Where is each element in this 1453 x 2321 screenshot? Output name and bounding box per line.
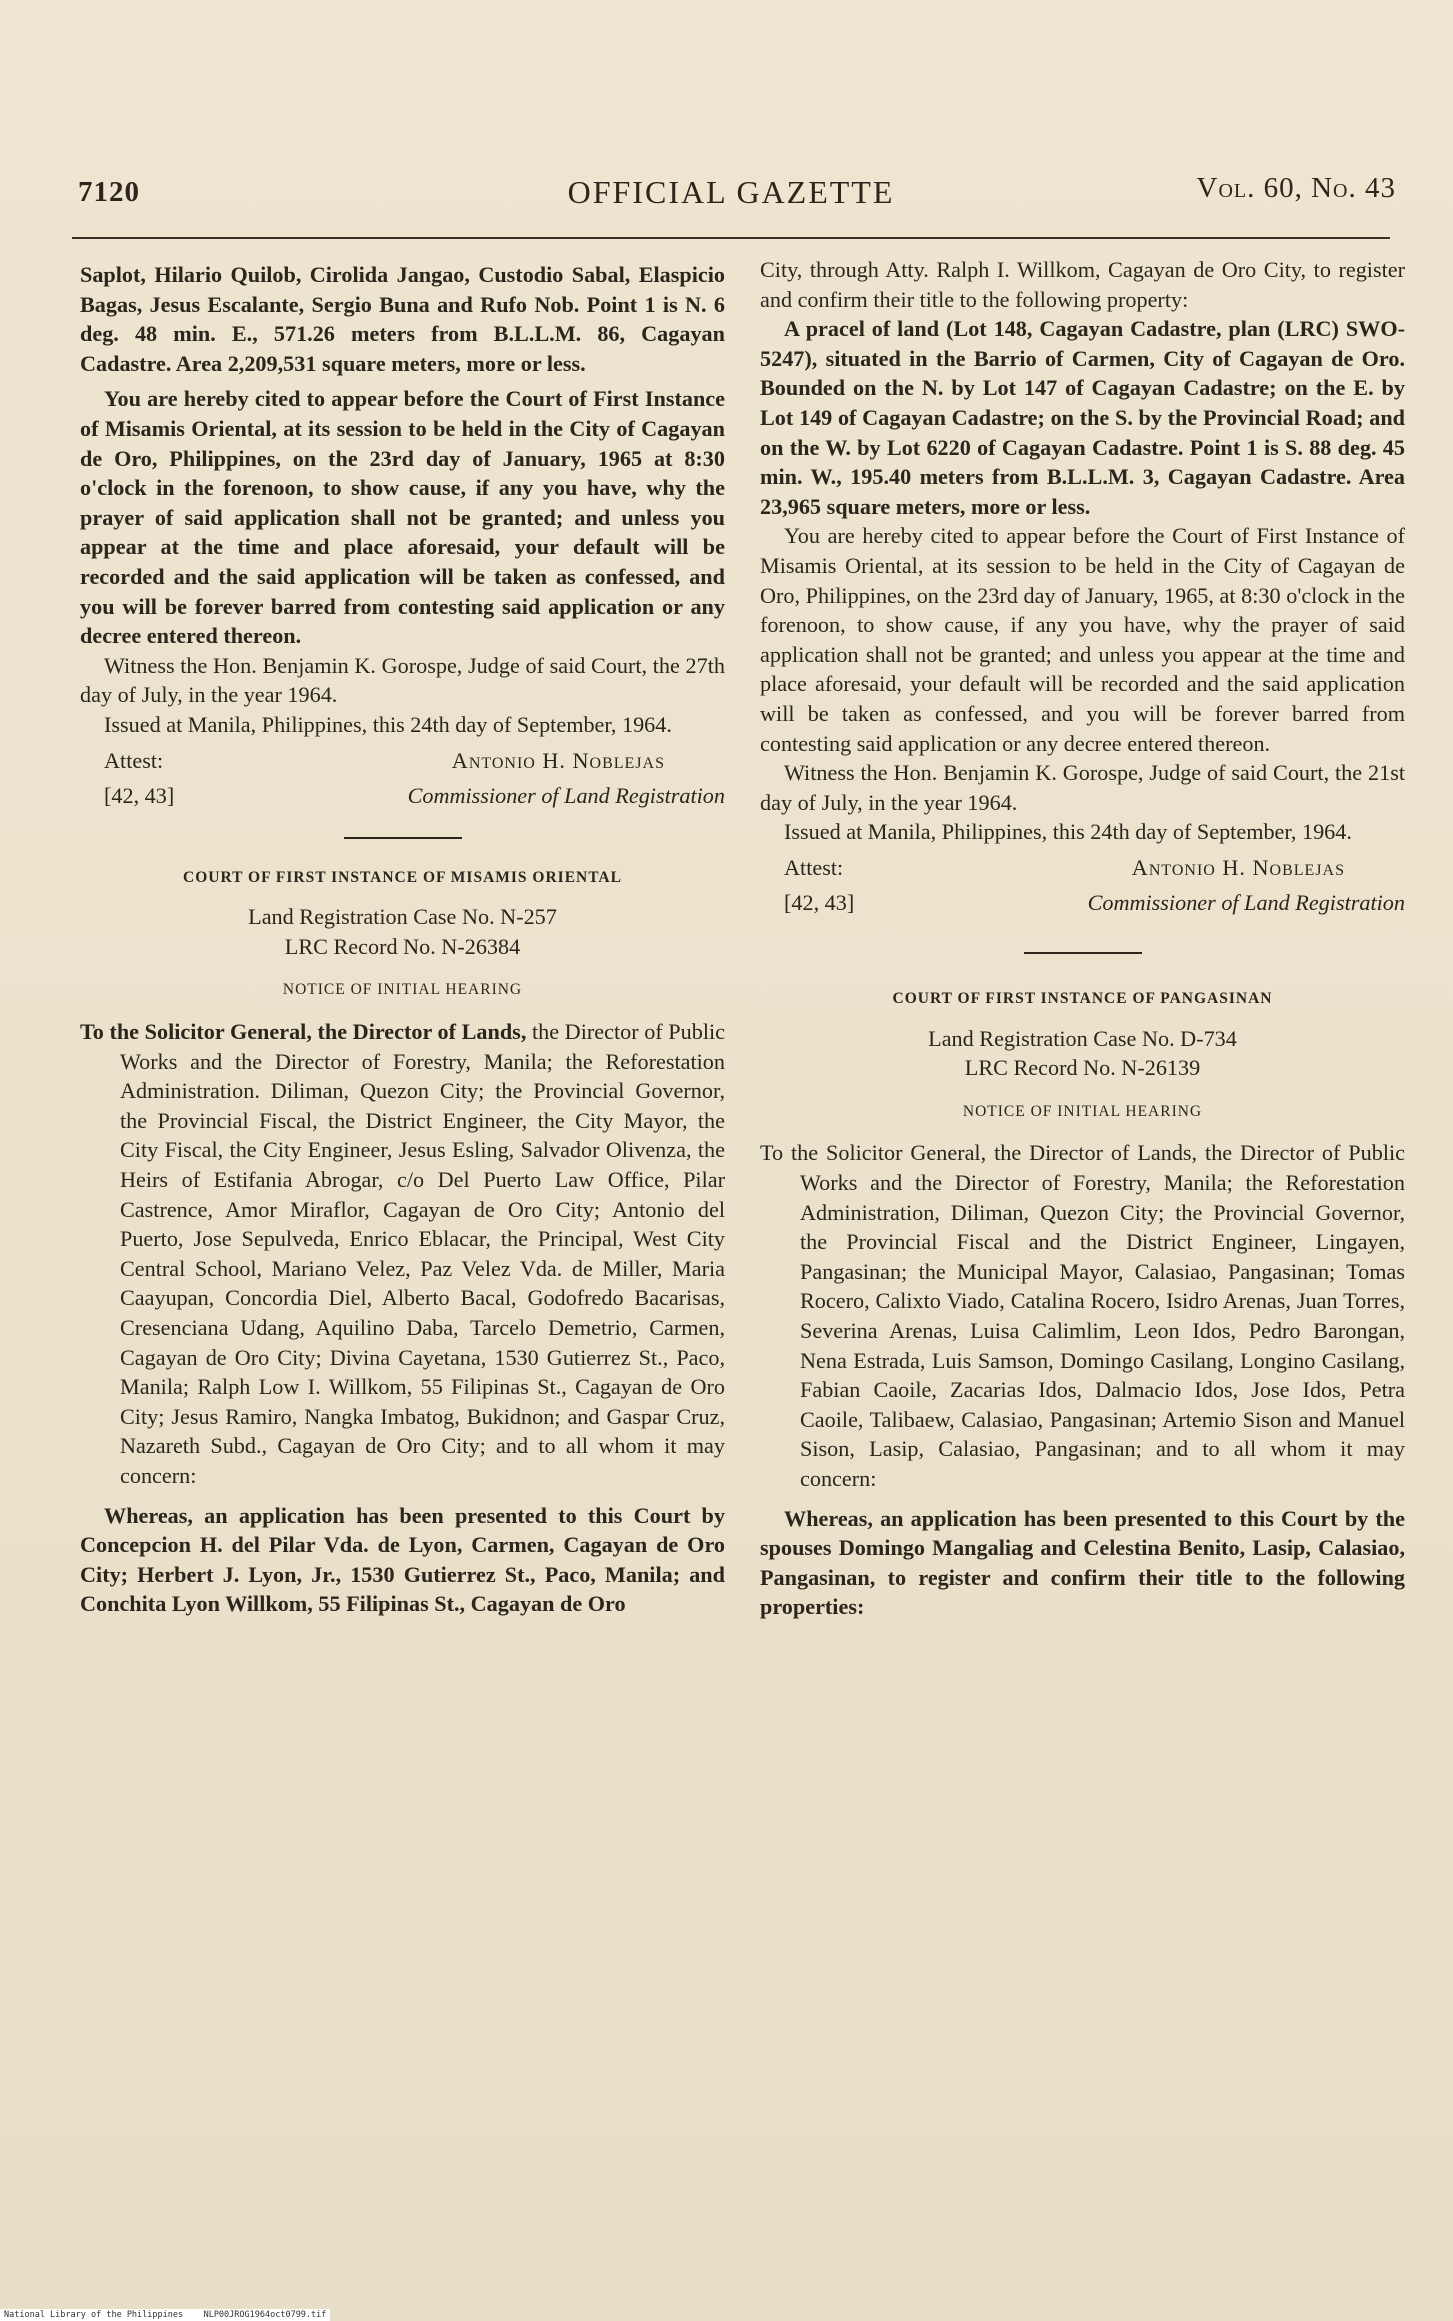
right-cited-paragraph: You are hereby cited to appear before the Court of First Instance of Misamis Oriental, at its session to be held in the City of Cagayan de Oro, Philippines, on the 23rd day of January, 1965, at 8:30 o'clock in the forenoon, to show cause, if any you have, why the prayer of said application shall not be granted; and unless you appear at the time and place aforesaid, your default will be recorded and the said application will be taken as confessed, and you will be forever barred from contesting said application or any decree entered thereon. [760,523,1405,756]
header-rule [72,237,1390,239]
scan-source-footer: National Library of the Philippines NLP00JROG1964oct0799.tif [0,2309,330,2321]
left-witness-paragraph: Witness the Hon. Benjamin K. Gorospe, Judge of said Court, the 27th day of July, in the year 1964. [80,652,725,708]
right-record-number: LRC Record No. N-26139 [964,1055,1201,1081]
right-parcel-paragraph: A pracel of land (Lot 148, Cagayan Cadastre, plan (LRC) SWO-5247), situated in the Barrio of Carmen, City of Cagayan de Oro. Bounded on the N. by Lot 147 of Cagayan Cadastre; on the E. by Lot 149 of Cagayan Cadastre; on the S. by the Provincial Road; and on the W. by Lot 6220 of Cagayan Cadastre. Point 1 is S. 88 deg. 45 min. W., 195.40 meters from B.L.L.M. 3, Cagayan Cadastre. Area 23,965 square meters, more or less. [760,316,1405,519]
right-attest-role-line [760,888,1405,918]
left-attest-role-line [80,781,725,811]
left-column [80,260,725,1619]
left-attest-role: Commissioner of Land Registration [407,783,725,809]
left-continuation: Saplot, Hilario Quilob, Cirolida Jangao, Custodio Sabal, Elaspicio Bagas, Jesus Escalante, Sergio Buna and Rufo Nob. Point 1 is N. 6 deg. 48 min. E., 571.26 meters from B.L.L.M. 86, Cagayan Cadastre. Area 2,209,531 square meters, more or less. [80,262,725,376]
right-addressees: To the Solicitor General, the Director of Lands, the Director of Public Works and the Director of Forestry, Manila; the Reforestation Administration, Diliman, Quezon City; the Provincial Governor, the Provincial Fiscal and the District Engineer, Lingayen, Pangasinan; the Municipal Mayor, Calasiao, Pangasinan; Tomas Rocero, Calixto Viado, Catalina Rocero, Isidro Arenas, Juan Torres, Severina Arenas, Luisa Calimlim, Leon Idos, Pedro Barongan, Nena Estrada, Luis Samson, Domingo Casilang, Longino Casilang, Fabian Caoile, Zacarias Idos, Dalmacio Idos, Jose Idos, Petra Caoile, Talibaew, Calasiao, Pangasinan; Artemio Sison and Manuel Sison, Lasip, Calasiao, Pangasinan; and to all whom it may concern: [760,1140,1405,1491]
right-attest-ref: [42, 43] [784,890,855,916]
page-header [66,168,1396,218]
left-record-number: LRC Record No. N-26384 [284,933,521,959]
right-whereas-paragraph: Whereas, an application has been presented to this Court by the spouses Domingo Mangaliag and Celestina Benito, Lasip, Calasiao, Pangasinan, to register and confirm their title to the following properties: [760,1505,1405,1620]
left-notice-heading: NOTICE OF INITIAL HEARING [282,981,523,999]
right-court-heading: COURT OF FIRST INSTANCE OF PANGASINAN [892,990,1273,1008]
left-attest-line [80,746,725,776]
left-separator [344,837,462,839]
left-addressees-lead: To the Solicitor General, the Director of Lands, [80,1019,527,1045]
right-separator [1024,952,1142,954]
right-notice-heading: NOTICE OF INITIAL HEARING [962,1102,1203,1120]
right-attest-name: Antonio H. Noblejas [1131,854,1345,880]
right-continuation: City, through Atty. Ralph I. Willkom, Cagayan de Oro City, to register and confirm their title to the following property: [760,257,1405,312]
left-cited-paragraph: You are hereby cited to appear before the Court of First Instance of Misamis Oriental, at its session to be held in the City of Cagayan de Oro, Philippines, on the 23rd day of January, 1965 at 8:30 o'clock in the forenoon, to show cause, if any you have, why the prayer of said application shall not be granted; and unless you appear at the time and place aforesaid, your default will be recorded and the said application will be taken as confessed, and you will be forever barred from contesting said application or any decree entered thereon. [80,386,725,649]
left-case-number: Land Registration Case No. N-257 [248,904,557,930]
right-witness-paragraph: Witness the Hon. Benjamin K. Gorospe, Judge of said Court, the 21st day of July, in the year 1964. [760,760,1405,815]
right-case-number: Land Registration Case No. D-734 [928,1025,1237,1051]
right-column [760,255,1405,1622]
left-addressees [80,1017,725,1491]
volume-number: Vol. 60, No. 43 [1196,172,1396,204]
page-number: 7120 [78,176,140,208]
publication-title: OFFICIAL GAZETTE [567,174,895,210]
left-attest-label: Attest: [104,747,164,773]
left-addressees-rest: the Director of Public Works and the Director of Forestry, Manila; the Reforestation Administration. Diliman, Quezon City; the Provincial Governor, the Provincial Fiscal, the District Engineer, the City Mayor, the City Fiscal, the City Engineer, Jesus Esling, Salvador Olivenza, the Heirs of Estifania Abrogar, c/o Del Puerto Law Office, Pilar Castrence, Amor Miraflor, Cagayan de Oro City; Antonio del Puerto, Jose Sepulveda, Enrico Eblacar, the Principal, West City Central School, Mariano Velez, Paz Velez Vda. de Miller, Maria Caayupan, Concordia Diel, Alberto Bacal, Godofredo Bacarisas, Cresenciana Udang, Aquilino Daba, Tarcelo Demetrio, Carmen, Cagayan de Oro City; Divina Cayetana, 1530 Gutierrez St., Paco, Manila; Ralph Low I. Willkom, 55 Filipinas St., Cagayan de Oro City; Jesus Ramiro, Nangka Imbatog, Bukidnon; and Gaspar Cruz, Nazareth Subd., Cagayan de Oro City; and to all whom it may concern: [120,1019,725,1488]
right-attest-role: Commissioner of Land Registration [1087,890,1405,916]
right-issued-paragraph: Issued at Manila, Philippines, this 24th day of September, 1964. [784,819,1352,845]
right-attest-label: Attest: [784,854,844,880]
left-whereas-paragraph: Whereas, an application has been presented to this Court by Concepcion H. del Pilar Vda. de Lyon, Carmen, Cagayan de Oro City; Herbert J. Lyon, Jr., 1530 Gutierrez St., Paco, Manila; and Conchita Lyon Willkom, 55 Filipinas St., Cagayan de Oro [80,1502,725,1617]
left-issued-paragraph: Issued at Manila, Philippines, this 24th day of September, 1964. [104,711,672,737]
left-attest-name: Antonio H. Noblejas [451,747,665,773]
left-attest-ref: [42, 43] [104,783,175,809]
left-court-heading: COURT OF FIRST INSTANCE OF MISAMIS ORIENTAL [183,868,622,886]
right-attest-line [760,853,1405,883]
